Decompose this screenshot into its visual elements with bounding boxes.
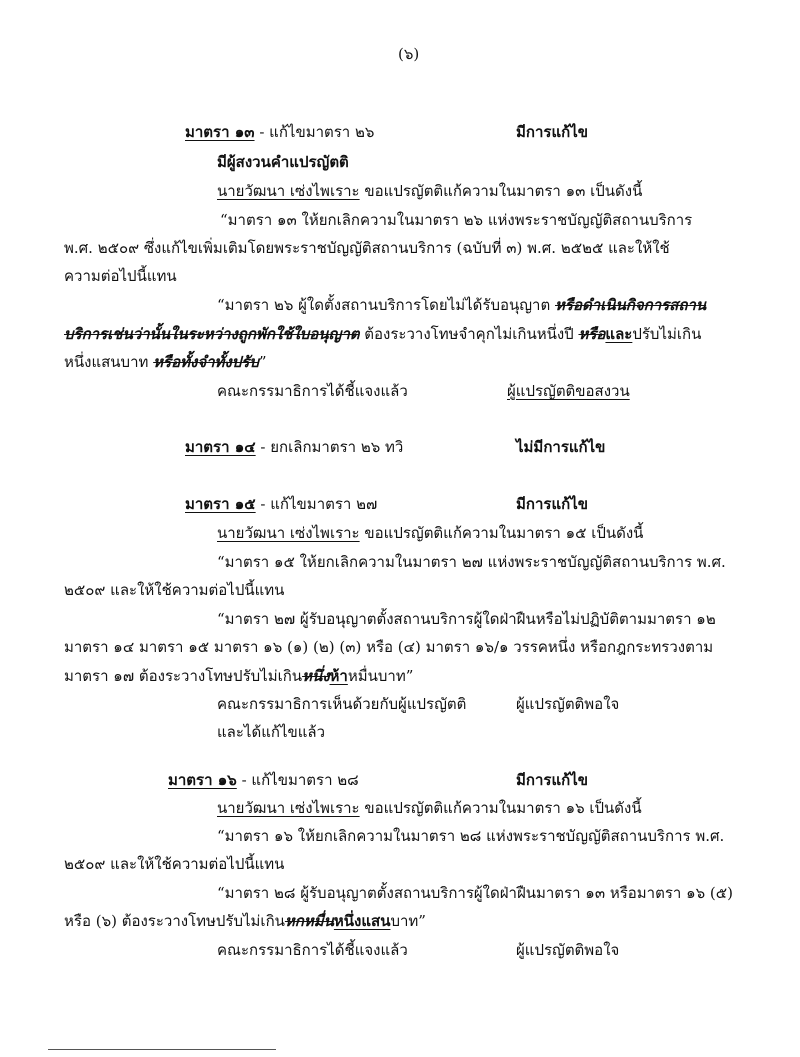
section-15-committee-line2: และได้แก้ไขแล้ว	[217, 723, 326, 741]
amender-name: นายวัฒนา เซ่งไพเราะ	[217, 182, 360, 200]
revision-text: หนึ่งแสนบาท	[64, 353, 149, 371]
section-14-heading	[185, 437, 403, 457]
section-15-revision-line2: มาตรา ๑๔ มาตรา ๑๕ มาตรา ๑๖ (๑) (๒) (๓) หรือ (๔) มาตรา ๑๖/๑ วรรคหนึ่ง หรือกฎกระทรวงตาม	[64, 638, 714, 656]
footer-divider	[48, 1049, 276, 1050]
section-16-revision-line1: “มาตรา ๒๘ ผู้รับอนุญาตตั้งสถานบริการผู้ใดฝ่าฝืนมาตรา ๑๓ หรือมาตรา ๑๖ (๕)	[217, 884, 733, 902]
section-15-committee-line1: คณะกรรมาธิการเห็นด้วยกับผู้แปรญัตติ	[217, 695, 467, 713]
section-15-quote-line2: ๒๕๐๙ และให้ใช้ความต่อไปนี้แทน	[64, 581, 285, 599]
section-15-desc: - แก้ไขมาตรา ๒๗	[260, 495, 378, 513]
section-15-result: ผู้แปรญัตติพอใจ	[516, 695, 620, 713]
section-16-status: มีการแก้ไข	[516, 771, 588, 789]
deleted-text: หรือดำเนินกิจการสถาน	[555, 296, 707, 314]
section-16-quote-line2: ๒๕๐๙ และให้ใช้ความต่อไปนี้แทน	[64, 855, 285, 873]
section-15-label: มาตรา ๑๕	[185, 495, 256, 513]
section-15-revision-line1: “มาตรา ๒๗ ผู้รับอนุญาตตั้งสถานบริการผู้ใดฝ่าฝืนหรือไม่ปฏิบัติตามมาตรา ๑๒	[217, 610, 716, 628]
deleted-text: หรือทั้งจำทั้งปรับ	[153, 353, 259, 371]
section-13-quote-line2: พ.ศ. ๒๕๐๙ ซึ่งแก้ไขเพิ่มเติมโดยพระราชบัญญัติสถานบริการ (ฉบับที่ ๓) พ.ศ. ๒๕๒๕ และให้ใช้	[64, 239, 670, 257]
section-16-quote-line1: “มาตรา ๑๖ ให้ยกเลิกความในมาตรา ๒๘ แห่งพระราชบัญญัติสถานบริการ พ.ศ.	[217, 827, 725, 845]
amender-text: ขอแปรญัตติแก้ความในมาตรา ๑๕ เป็นดังนี้	[364, 524, 644, 542]
section-16-result: ผู้แปรญัตติพอใจ	[516, 941, 620, 959]
section-13-heading	[185, 122, 374, 142]
section-14-desc: - ยกเลิกมาตรา ๒๖ ทวิ	[260, 438, 404, 456]
section-13-label: มาตรา ๑๓	[185, 123, 255, 141]
revision-text: บาท”	[390, 912, 426, 930]
section-16-amender	[217, 798, 642, 818]
revision-text: ต้องระวางโทษจำคุกไม่เกินหนึ่งปี	[364, 325, 574, 343]
amender-name: นายวัฒนา เซ่งไพเราะ	[217, 799, 360, 817]
amender-text: ขอแปรญัตติแก้ความในมาตรา ๑๓ เป็นดังนี้	[364, 182, 643, 200]
section-13-desc: - แก้ไขมาตรา ๒๖	[259, 123, 375, 141]
revision-text: หรือ (๖) ต้องระวางโทษปรับไม่เกิน	[64, 912, 285, 930]
inserted-text: และ	[605, 325, 633, 343]
quote-mark: ”	[258, 353, 267, 371]
revision-text: ปรับไม่เกิน	[632, 325, 702, 343]
page-number: (๖)	[398, 45, 420, 63]
section-13-result: ผู้แปรญัตติขอสงวน	[507, 382, 630, 400]
section-15-quote-line1: “มาตรา ๑๕ ให้ยกเลิกความในมาตรา ๒๗ แห่งพระราชบัญญัติสถานบริการ พ.ศ.	[217, 553, 726, 571]
revision-text: มาตรา ๑๗ ต้องระวางโทษปรับไม่เกิน	[64, 667, 303, 685]
amender-name: นายวัฒนา เซ่งไพเราะ	[217, 524, 360, 542]
section-13-revision-line2	[64, 324, 701, 344]
section-13-revision-line1	[217, 295, 706, 315]
section-13-amender	[217, 181, 642, 201]
section-14-label: มาตรา ๑๔	[185, 438, 256, 456]
revision-text: หมื่นบาท”	[347, 667, 414, 685]
section-16-committee: คณะกรรมาธิการได้ชี้แจงแล้ว	[217, 941, 408, 959]
inserted-text: ห้า	[329, 667, 348, 685]
deleted-text: หนึ่ง	[302, 667, 330, 685]
section-13-quote-line3: ความต่อไปนี้แทน	[64, 267, 177, 285]
inserted-text: หนึ่งแสน	[333, 912, 391, 930]
section-13-quote-line1: “มาตรา ๑๓ ให้ยกเลิกความในมาตรา ๒๖ แห่งพระราชบัญญัติสถานบริการ	[220, 211, 693, 229]
amender-text: ขอแปรญัตติแก้ความในมาตรา ๑๖ เป็นดังนี้	[364, 799, 642, 817]
section-15-status: มีการแก้ไข	[516, 495, 588, 513]
deleted-text: บริการเช่นว่านั้นในระหว่างถูกพักใช้ใบอนุญาต	[64, 325, 360, 343]
section-16-heading	[168, 770, 359, 790]
section-16-desc: - แก้ไขมาตรา ๒๘	[241, 771, 359, 789]
section-15-amender	[217, 523, 643, 543]
section-13-status: มีการแก้ไข	[516, 123, 588, 141]
section-15-heading	[185, 494, 377, 514]
revision-text: “มาตรา ๒๖ ผู้ใดตั้งสถานบริการโดยไม่ได้รับอนุญาต	[217, 296, 551, 314]
deleted-text: หรือ	[578, 325, 606, 343]
section-15-revision-line3	[64, 666, 413, 686]
section-16-revision-line2	[64, 911, 426, 931]
deleted-text: หกหมื่น	[284, 912, 334, 930]
section-16-label: มาตรา ๑๖	[168, 771, 237, 789]
section-13-committee: คณะกรรมาธิการได้ชี้แจงแล้ว	[217, 382, 408, 400]
section-14-status: ไม่มีการแก้ไข	[516, 438, 606, 456]
section-13-reservation: มีผู้สงวนคำแปรญัตติ	[217, 153, 349, 171]
section-13-revision-line3	[64, 352, 267, 372]
